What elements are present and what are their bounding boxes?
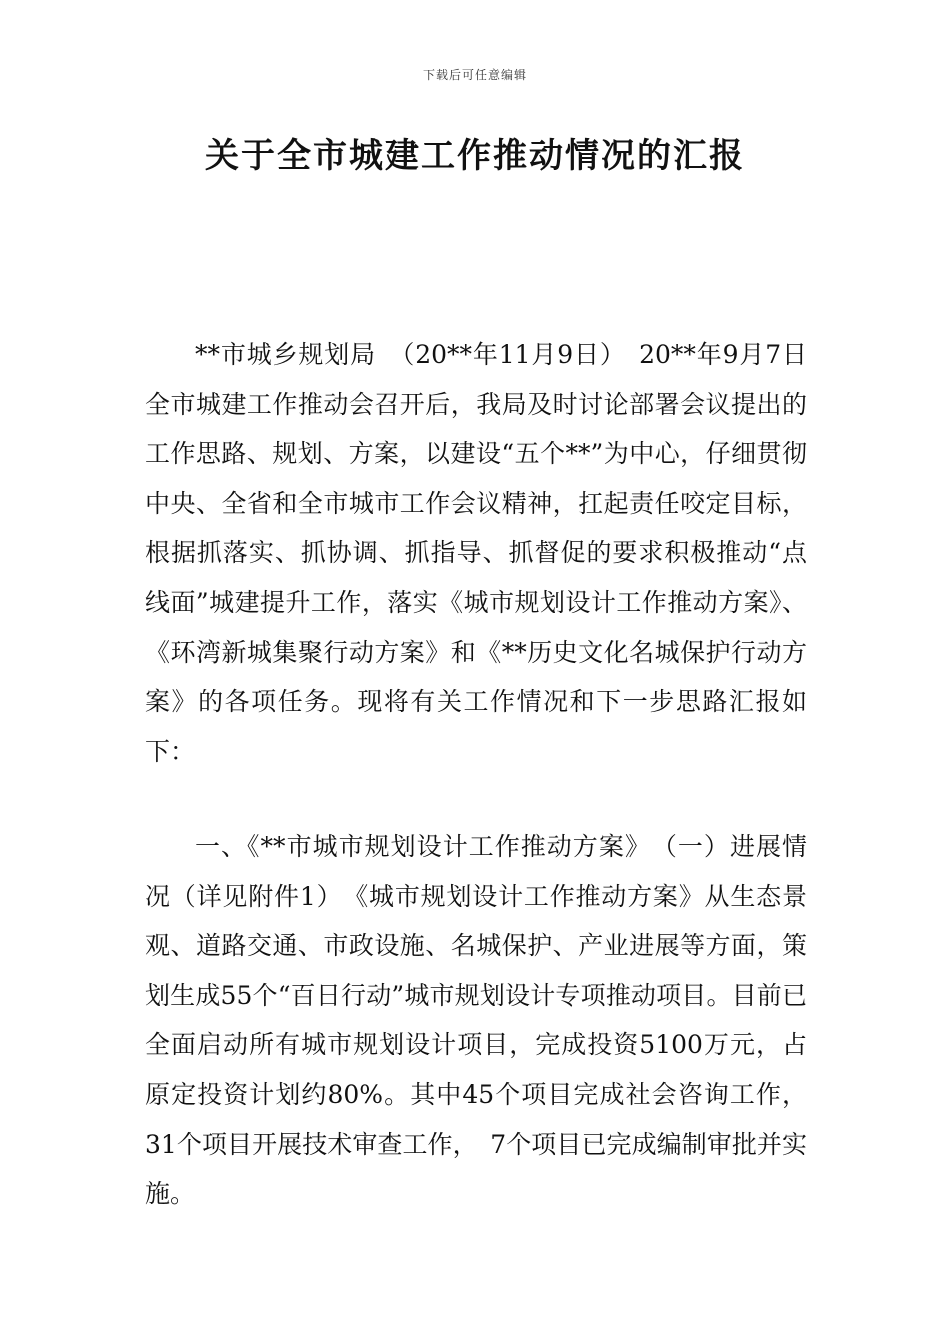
- body-paragraph-section-1: 一、《**市城市规划设计工作推动方案》 （一）进展情况（详见附件1） 《城市规划设计工作推动方案》从生态景观、道路交通、市政设施、名城保护、产业进展等方面，策划生成55个“百日行动”城市规划设计专项推动项目。目前已全面启动所有城市规划设计项目，完成投资5100万元，占原定投资计划约80%。其中45个项目完成社会咨询工作，31个项目开展技术审查工作， 7个项目已完成编制审批并实施。: [145, 832, 807, 1209]
- body-paragraph-intro: **市城乡规划局 （20**年11月9日） 20**年9月7日全市城建工作推动会召开后，我局及时讨论部署会议提出的工作思路、规划、方案，以建设“五个**”为中心，仔细贯彻中央、全省和全市城市工作会议精神，扛起责任咬定目标，根据抓落实、抓协调、抓指导、抓督促的要求积极推动“点线面”城建提升工作，落实《城市规划设计工作推动方案》、《环湾新城集聚行动方案》和《**历史文化名城保护行动方案》的各项任务。现将有关工作情况和下一步思路汇报如下：: [145, 340, 807, 766]
- header-note: 下载后可任意编辑: [422, 68, 527, 82]
- document-title: 关于全市城建工作推动情况的汇报: [205, 136, 745, 176]
